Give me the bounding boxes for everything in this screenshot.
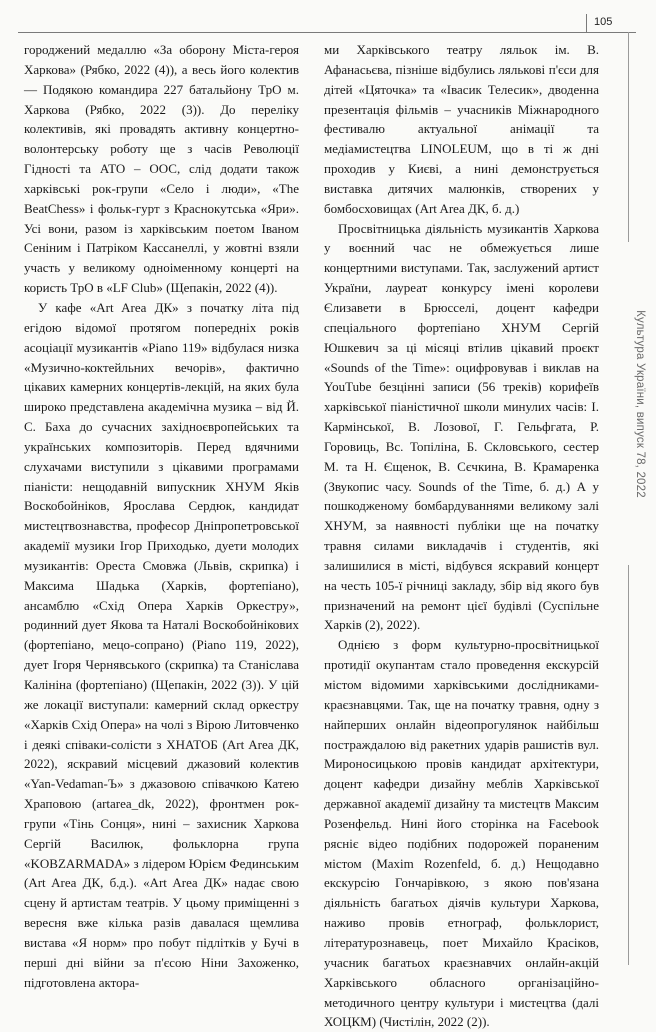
page-number: 105 [594, 16, 613, 28]
paragraph: Просвітницька діяльність музикантів Харкова у воєнний час не обмежується лише концертними виступами. Так, заслужений артист України, лауреат конкурсу імені королеви Єлизавети в Брюсселі, доцент кафедри спеціального фортепіано ХНУМ Сергій Юшкевич за ці місяці втілив цікавий проєкт «Sounds of the Time»: оцифровував і виклав на YouTube безцінні записи (56 треків) корифеїв харківської піаністичної школи минулих часів: І. Кармінської, В. Лозової, Г. Гельфгата, Р. Горовиць, Вс. Топіліна, Б. Скловського, сестер М. та Н. Єщенок, В. Сєчкина, В. Крамаренка (Звукопис часу. Sounds of the Time, б. д.) А у пошкодженому бомбардуваннями великому залі ХНУМ, за наявності публіки ще на початку травня силами викладачів і студентів, які залишилися в місті, відбувся яскравий концерт на честь 105-ї річниці закладу, збір від якого був призначений на ремонт цієї будівлі (Суспільне Харків (2), 2022). [324, 220, 599, 633]
side-rule-top [628, 32, 629, 242]
paragraph: городжений медаллю «За оборону Міста-героя Харкова» (Рябко, 2022 (4)), а весь його колектив — Подякою командира 227 батальйону ТрО м. Харкова (Рябко, 2022 (3)). До переліку колективів, які провадять активну концертно-волонтерську роботу ще з часів Революції Гідності та АТО – ООС, слід додати також харківські рок-групи «Село і люди», «The BeatChess» і фольк-гурт з Краснокутська «Яри». Усі вони, разом із харківським поетом Іваном Сеніним і Патріком Кассанеллі, у жовтні взяли участь у великому одноіменному концерті на користь ТрО в «LF Club» (Щепакін, 2022 (4)). [24, 42, 299, 296]
left-column [24, 40, 299, 993]
running-head: Культура України, випуск 78, 2022 [634, 310, 646, 498]
paragraph: У кафе «Art Area ДК» з початку літа під егідою відомої протягом попередніх років асоціації музикантів «Piano 119» відбулася низка «Музично-коктейльних вечорів», фактично цікавих камерних концертів-лекцій, на яких була широко представлена академічна музика – від Й. С. Баха до сучасних західноєвропейських та українських композиторів. Перед вдячними слухачами виступили з цікавими програмами піаністи: нещодавній випускник ХНУМ Яків Воскобойніков, Ярослава Сердюк, кандидат мистецтвознавства, професор Дніпропетровської академії музики Ігор Приходько, дуети молодих музикантів: Ореста Смовжа (Львів, скрипка) і Максима Шадька (Харків, фортепіано), ансамблю «Схід Опера Харків Оркестру», родинний дует Якова та Наталі Воскобойнікових (фортепіано, мецо-сопрано) (Piano 119, 2022), дует Ігоря Чернявського (скрипка) та Станіслава Калініна (фортепіано) (Щепакін, 2022 (3)). У цій же локації виступали: камерний склад оркестру «Харків Схід Опера» на чолі з Вірою Литовченко і деякі співаки-солісти з ХНАТОБ (Art Area ДК, 2022), яскравий місцевий джазовий колектив «Yan-Vedaman-Ъ» з джазовою співачкою Катею Храповою (artarea_dk, 2022), фронтмен рок-групи «Тінь Сонця», нині – захисник Харкова Сергій Василюк, фольклорна група «KOBZARMADA» з лідером Юрієм Фединським (Art Area ДК, б.д.). «Art Area ДК» надає свою сцену й артистам театрів. У цьому приміщенні з вересня вже кілька разів давалася щемлива вистава «Я норм» про побут підлітків у Бучі в перші дні війни за п'єсою Ніни Захоженко, підготовлена актора- [24, 299, 299, 990]
side-rule-bottom [628, 565, 629, 965]
header-rule [18, 32, 636, 33]
paragraph: ми Харківського театру ляльок ім. В. Афанасьєва, пізніше відбулись лялькові п'єси для дітей «Цяточка» та «Івасик Телесик», дводенна презентація фільмів – учасників Міжнародного фестивалю актуальної анімації та медіамистецтва LINOLEUM, що в ті ж дні проходив у Києві, а нині демонструється виставка дитячих малюнків, створених у бомбосховищах (Art Area ДК, б. д.) [324, 42, 599, 216]
header-tick [586, 14, 587, 32]
paragraph: Однією з форм культурно-просвітницької протидії окупантам стало проведення екскурсій містом відомими харківськими дослідниками-краєзнавцями. Так, ще на початку травня, одну з найперших онлайн відеопрогулянок найбільш постраждалою від ракетних ударів рашистів вул. Мироносицькою провів кандидат архітектури, доцент кафедри дизайну меблів Харківської державної академії дизайну та мистецтв Максим Розенфельд. Нині його сторінка на Facebook рясніє відео подібних подорожей пораненим містом (Maxim Rozenfeld, б. д.) Нещодавно екскурсію Гончарівкою, з якою пов'язана діяльність багатьох діячів культури Харкова, наживо провів етнограф, фольклорист, літературознавець, поет Михайло Красіков, учасник багатьох краєзнавчих онлайн-акцій Харківського обласного організаційно-методичного центру культури і мистецтва (далі ХОЦКМ) (Чистілін, 2022 (2)). [324, 637, 599, 1030]
right-column [324, 40, 599, 1032]
